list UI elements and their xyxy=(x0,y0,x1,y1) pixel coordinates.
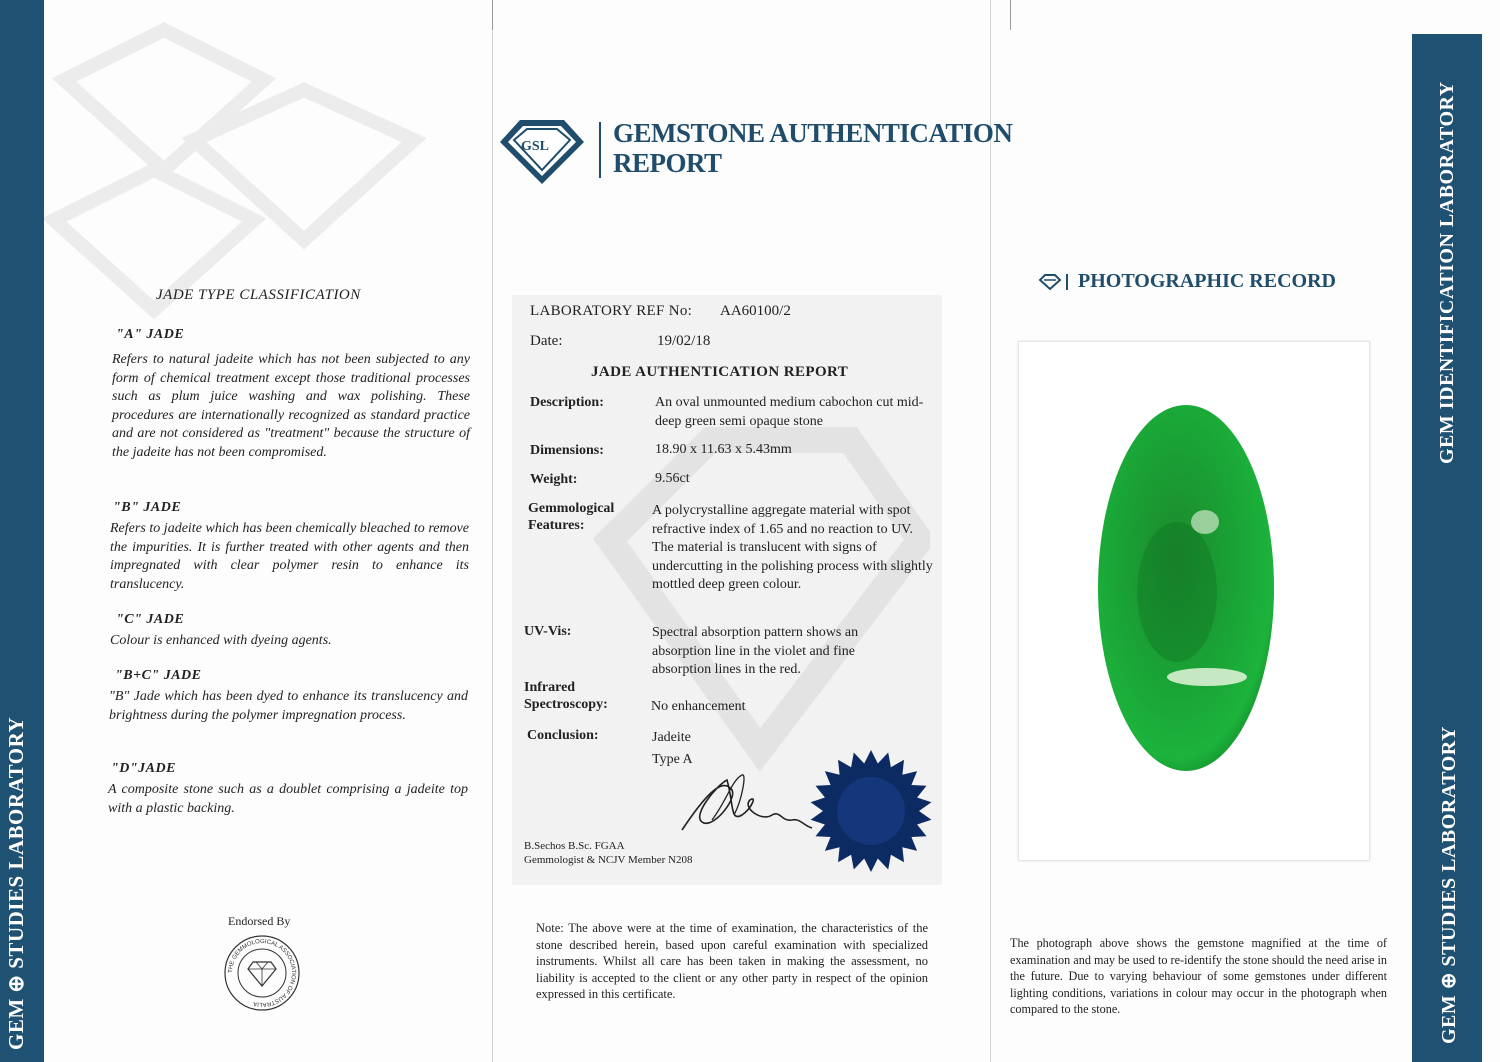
date-label: Date: xyxy=(530,333,563,349)
lab-ref-label: LABORATORY REF No: xyxy=(530,303,693,319)
brand-title-line2: REPORT xyxy=(613,148,722,178)
uvvis-label: UV-Vis: xyxy=(524,624,572,639)
logo-text: GSL xyxy=(521,139,550,154)
report-note: Note: The above were at the time of examination, the characteristics of the stone described herein, based upon careful examination with specialized instruments. Whilst all care has been taken in making the assessment, no liability is accepted to the client or any other party in respect of the opinion expressed in this certificate. xyxy=(536,921,928,1001)
conclusion-value: Jadeite Type A xyxy=(652,730,693,767)
crop-mark-2 xyxy=(492,0,493,30)
seal-text: THE GEMMOLOGICAL ASSOCIATION OF AUSTRALIA xyxy=(227,938,297,1008)
brand-title-line1: GEMSTONE AUTHENTICATION xyxy=(613,118,1013,148)
conclusion-label: Conclusion: xyxy=(527,728,599,743)
section-title-c: "C" JADE xyxy=(116,612,185,627)
date-value: 19/02/18 xyxy=(657,333,711,349)
signature-icon xyxy=(672,760,822,845)
section-title-a: "A" JADE xyxy=(116,327,185,342)
signer-name: B.Sechos B.Sc. FGAA xyxy=(524,840,625,852)
endorsed-by-label: Endorsed By xyxy=(228,914,291,928)
brand-divider xyxy=(599,122,601,178)
report-title: JADE AUTHENTICATION REPORT xyxy=(591,364,849,380)
infrared-label: Infrared Spectroscopy: xyxy=(524,680,608,712)
right-band-bottom-text: GEM ⊕ STUDIES LABORATORY xyxy=(1438,726,1460,1044)
weight-value: 9.56ct xyxy=(655,471,690,486)
jade-classification-heading: JADE TYPE CLASSIFICATION xyxy=(156,287,361,303)
section-title-b: "B" JADE xyxy=(113,500,182,515)
left-side-band xyxy=(0,0,44,1062)
section-body-bc: "B" Jade which has been dyed to enhance its translucency and brightness during the polymer impregnation process. xyxy=(109,689,468,723)
section-title-d: "D"JADE xyxy=(111,761,176,776)
photographic-record-heading: PHOTOGRAPHIC RECORD xyxy=(1078,270,1336,292)
dimensions-label: Dimensions: xyxy=(530,443,604,458)
left-band-text: GEM ⊕ STUDIES LABORATORY xyxy=(4,716,28,1050)
uvvis-value: Spectral absorption pattern shows an absorption line in the violet and fine absorption lines in the red. xyxy=(652,625,859,677)
signer-title: Gemmologist & NCJV Member N208 xyxy=(524,854,693,866)
watermark-pattern xyxy=(44,20,474,320)
section-body-a: Refers to natural jadeite which has not been subjected to any form of chemical treatment except those traditional processes such as plum juice washing and wax polishing. These procedures are internationally recognized as standard practice and are not considered as "treatment" because the structure of the jadeite has not been compromised. xyxy=(112,352,470,460)
right-band-top-text: GEM IDENTIFICATION LABORATORY xyxy=(1436,81,1458,464)
description-label: Description: xyxy=(530,395,604,410)
infrared-value: No enhancement xyxy=(651,699,746,714)
section-body-c: Colour is enhanced with dyeing agents. xyxy=(110,633,332,648)
authentication-seal-icon xyxy=(808,748,934,874)
lab-ref-value: AA60100/2 xyxy=(720,303,791,319)
weight-label: Weight: xyxy=(530,472,578,487)
section-title-bc: "B+C" JADE xyxy=(115,668,202,683)
diamond-icon xyxy=(1038,274,1062,290)
gemmological-label: Gemmological Features: xyxy=(528,501,615,533)
right-side-band xyxy=(1412,34,1482,1062)
jade-stone-image xyxy=(1095,402,1277,774)
section-body-d: A composite stone such as a doublet comprising a jadeite top with a plastic backing. xyxy=(108,782,468,816)
photo-caption: The photograph above shows the gemstone magnified at the time of examination and may be used to re-identify the stone should the need arise in the future. Due to varying behaviour of some gemstones under different lighting conditions, variations in colour may occur in the photograph when compared to the stone. xyxy=(1010,936,1387,1016)
photo-heading-divider xyxy=(1066,274,1068,290)
dimensions-value: 18.90 x 11.63 x 5.43mm xyxy=(655,442,792,457)
crop-mark xyxy=(1010,0,1011,30)
section-body-b: Refers to jadeite which has been chemically bleached to remove the impurities. It is further treated with other agents and then impregnated with clear polymer resin to enhance its translucency. xyxy=(110,521,469,592)
gemmological-value: A polycrystalline aggregate material with spot refractive index of 1.65 and no reaction to UV. The material is translucent with signs of undercutting in the polishing process with slightly mottled deep green colour. xyxy=(652,503,933,592)
gaa-seal-icon xyxy=(222,933,302,1013)
report-brand-title xyxy=(613,118,1012,178)
description-value: An oval unmounted medium cabochon cut mid-deep green semi opaque stone xyxy=(655,395,924,429)
